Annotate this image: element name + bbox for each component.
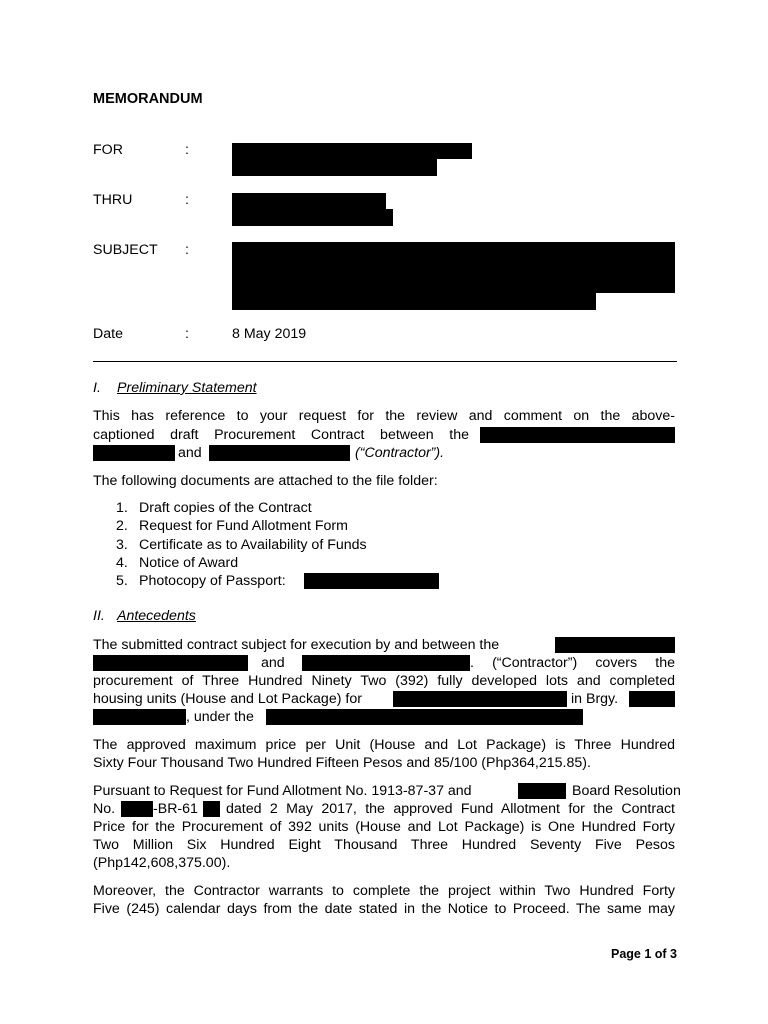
date-colon: :	[185, 326, 189, 342]
thru-colon: :	[185, 192, 189, 208]
s2-c-no: No.	[93, 801, 116, 817]
s2-c-line2-rest: dated 2 May 2017, the approved Fund Allotment for the Contract	[226, 801, 675, 817]
s2-a-line4: housing units (House and Lot Package) for	[93, 691, 362, 707]
s2-c-br: -BR-61	[153, 801, 198, 817]
redaction-s2-1	[555, 637, 675, 653]
for-colon: :	[185, 142, 189, 158]
section1-title: Preliminary Statement	[117, 380, 257, 396]
thru-label: THRU	[93, 192, 133, 208]
s2-c-line3: Price for the Procurement of 392 units (House and Lot Package) is One Hundred Forty	[93, 819, 675, 835]
list-text: Photocopy of Passport:	[139, 573, 286, 589]
s2-under: , under the	[186, 709, 254, 725]
redaction-s2-9	[121, 801, 153, 817]
redaction-s2-2	[93, 655, 248, 671]
list-num: 1.	[116, 500, 128, 516]
date-value: 8 May 2019	[232, 326, 307, 342]
list-text: Request for Fund Allotment Form	[139, 518, 348, 534]
s1-p2: The following documents are attached to the file folder:	[93, 473, 438, 489]
date-label: Date	[93, 326, 123, 342]
redaction-s2-4	[393, 691, 567, 707]
redaction-s1-2	[93, 445, 175, 461]
list-text: Draft copies of the Contract	[139, 500, 312, 516]
redaction-subject-1	[232, 242, 675, 293]
redaction-s2-10	[203, 801, 220, 817]
s1-p1-line1: This has reference to your request for the review and comment on the above-	[93, 408, 675, 424]
s2-b-line1: The approved maximum price per Unit (House and Lot Package) is Three Hundred	[93, 737, 675, 753]
header-divider	[93, 361, 677, 362]
redaction-subject-2	[232, 293, 596, 310]
s1-p1-line2: captioned draft Procurement Contract between the	[93, 427, 469, 443]
memo-title: MEMORANDUM	[93, 91, 203, 107]
redaction-for-2	[232, 159, 437, 176]
redaction-s2-7	[266, 709, 583, 725]
section2-title: Antecedents	[117, 608, 196, 624]
redaction-s2-8	[518, 783, 566, 799]
redaction-s2-5	[629, 691, 675, 707]
subject-label: SUBJECT	[93, 242, 158, 258]
s2-c-line1b: Board Resolution	[572, 783, 681, 799]
redaction-thru-1	[232, 193, 386, 209]
list-num: 4.	[116, 555, 128, 571]
s2-contractor: . (“Contractor”) covers the	[470, 655, 675, 671]
redaction-s2-3	[302, 655, 470, 671]
s2-c-line5: (Php142,608,375.00).	[93, 855, 231, 871]
list-num: 2.	[116, 518, 128, 534]
list-num: 3.	[116, 537, 128, 553]
s2-d-line2: Five (245) calendar days from the date stated in the Notice to Proceed. The same may	[93, 901, 675, 917]
redaction-s1-3	[209, 445, 350, 461]
redaction-for-1	[232, 143, 472, 159]
redaction-s1-1	[480, 427, 675, 443]
list-text: Certificate as to Availability of Funds	[139, 537, 367, 553]
section1-number: I.	[93, 380, 101, 396]
s2-a-line1: The submitted contract subject for execution by and between the	[93, 637, 500, 653]
list-text: Notice of Award	[139, 555, 239, 571]
redaction-s2-6	[93, 709, 186, 725]
for-label: FOR	[93, 142, 123, 158]
s2-b-line2: Sixty Four Thousand Two Hundred Fifteen Pesos and 85/100 (Php364,215.85).	[93, 755, 591, 771]
s2-a-line3: procurement of Three Hundred Ninety Two (392) fully developed lots and completed	[93, 673, 675, 689]
section2-number: II.	[93, 608, 105, 624]
s2-and: and	[261, 655, 285, 671]
s2-c-line4: Two Million Six Hundred Eight Thousand Three Hundred Seventy Five Pesos	[93, 837, 675, 853]
s1-and: and	[178, 445, 202, 461]
page-number: Page 1 of 3	[611, 947, 677, 961]
redaction-passport	[304, 573, 439, 589]
list-num: 5.	[116, 573, 128, 589]
redaction-thru-2	[232, 209, 393, 226]
s2-c-line1a: Pursuant to Request for Fund Allotment No. 1913-87-37 and	[93, 783, 472, 799]
s2-d-line1: Moreover, the Contractor warrants to complete the project within Two Hundred Forty	[93, 883, 675, 899]
s1-contractor: (“Contractor”).	[355, 445, 445, 461]
subject-colon: :	[185, 242, 189, 258]
s2-brgy: in Brgy.	[571, 691, 619, 707]
